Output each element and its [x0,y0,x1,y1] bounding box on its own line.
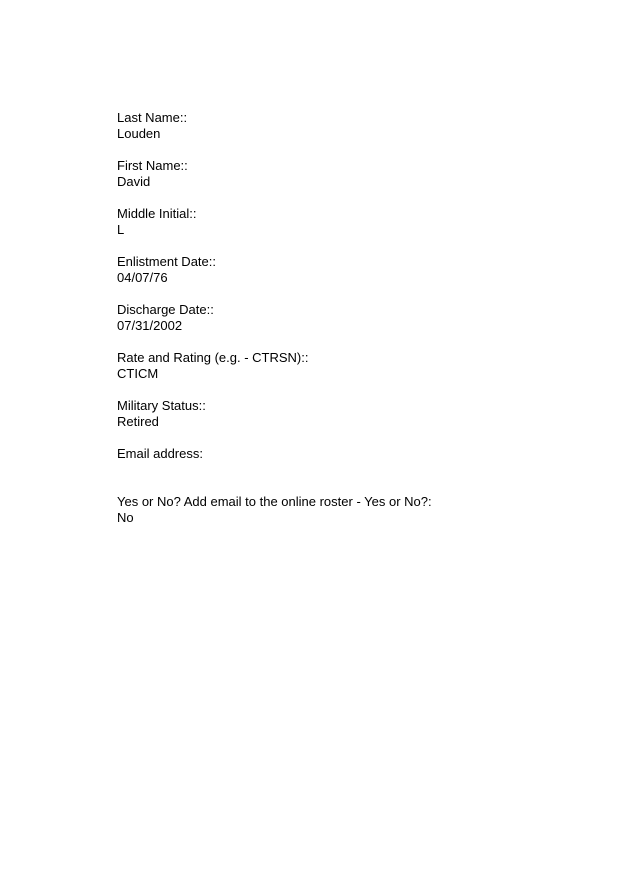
field-value: Retired [117,414,159,429]
field-label: Enlistment Date:: [117,254,216,269]
field-value: Louden [117,126,161,141]
field-label: Middle Initial:: [117,206,197,221]
field-label: First Name:: [117,158,188,173]
field-value: L [117,222,125,237]
field-middle-initial [117,206,617,238]
field-enlistment-date [117,254,617,286]
field-military-status [117,398,617,430]
field-label: Discharge Date:: [117,302,214,317]
document-body [117,110,617,542]
field-value: No [117,510,134,525]
field-last-name [117,110,617,142]
field-value: CTICM [117,366,159,381]
field-label: Rate and Rating (e.g. - CTRSN):: [117,350,309,365]
field-value: 07/31/2002 [117,318,183,333]
field-email-address [117,446,617,478]
field-value [117,462,617,478]
field-label: Yes or No? Add email to the online roster - Yes or No?: [117,494,432,509]
field-add-email-to-roster [117,494,617,526]
field-discharge-date [117,302,617,334]
field-label: Email address: [117,446,203,461]
field-label: Last Name:: [117,110,188,125]
field-label: Military Status:: [117,398,206,413]
field-value: 04/07/76 [117,270,168,285]
field-rate-and-rating [117,350,617,382]
field-value: David [117,174,151,189]
field-first-name [117,158,617,190]
